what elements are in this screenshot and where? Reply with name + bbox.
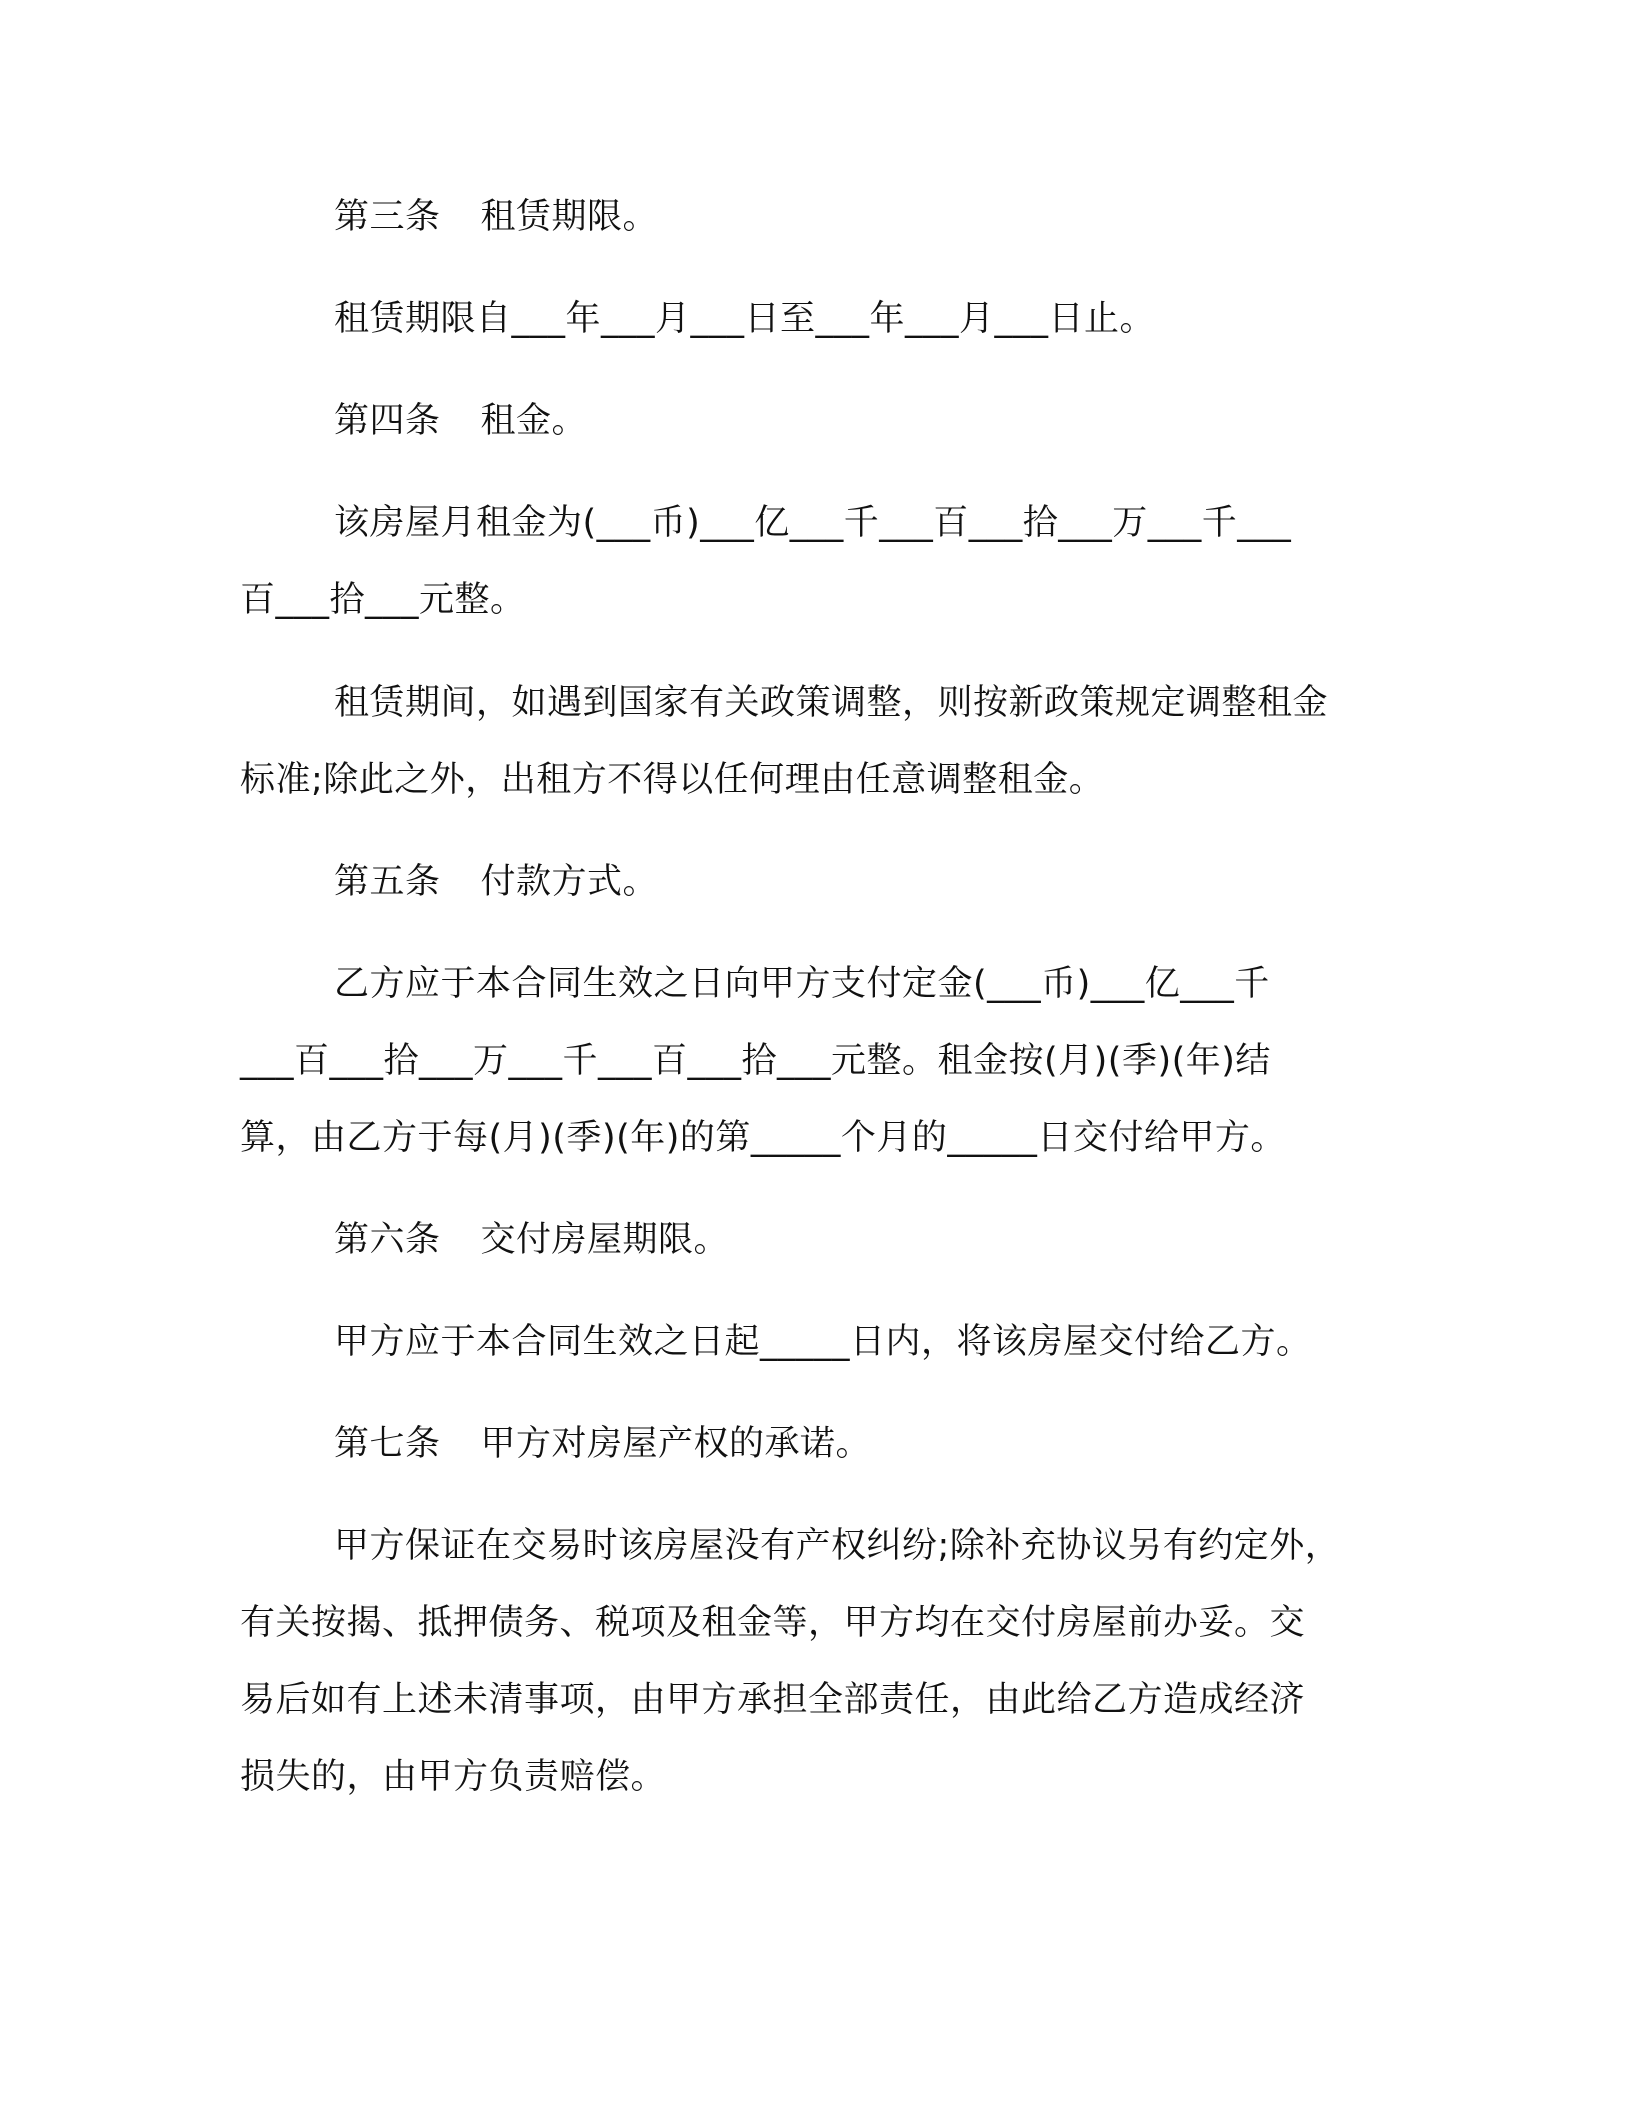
article-7-number: 第七条 [334, 1424, 441, 1464]
article-4-title: 租金。 [480, 401, 588, 441]
article-4-paragraph-2-line-2: 标准;除此之外，出租方不得以任何理由任意调整租金。 [240, 760, 1105, 800]
article-5-number: 第五条 [334, 862, 441, 902]
article-4-paragraph-2-line-1: 租赁期间，如遇到国家有关政策调整，则按新政策规定调整租金 [334, 683, 1329, 723]
article-5-title: 付款方式。 [480, 862, 659, 902]
article-7-paragraph-line-4: 损失的，由甲方负责赔偿。 [240, 1757, 667, 1797]
article-5-paragraph-line-1: 乙方应于本合同生效之日向甲方支付定金(___币)___亿___千 [334, 964, 1270, 1004]
article-7-heading [334, 1422, 871, 1466]
article-7-paragraph-line-3: 易后如有上述未清事项，由甲方承担全部责任，由此给乙方造成经济 [240, 1680, 1306, 1720]
article-5-heading [334, 860, 658, 904]
article-5-paragraph-line-3: 算，由乙方于每(月)(季)(年)的第_____个月的_____日交付给甲方。 [240, 1118, 1286, 1158]
article-7-title: 甲方对房屋产权的承诺。 [480, 1424, 872, 1464]
article-7-paragraph-line-2: 有关按揭、抵押债务、税项及租金等，甲方均在交付房屋前办妥。交 [240, 1603, 1306, 1643]
article-6-paragraph: 甲方应于本合同生效之日起_____日内，将该房屋交付给乙方。 [334, 1322, 1312, 1362]
article-6-number: 第六条 [334, 1220, 441, 1260]
article-3-title: 租赁期限。 [480, 197, 659, 237]
article-3-number: 第三条 [334, 197, 441, 237]
article-3-heading [334, 195, 658, 239]
article-7-paragraph-line-1: 甲方保证在交易时该房屋没有产权纠纷;除补充协议另有约定外， [334, 1526, 1341, 1566]
article-4-paragraph-1-line-2: 百___拾___元整。 [240, 580, 526, 620]
article-4-number: 第四条 [334, 401, 441, 441]
article-5-paragraph-line-2: ___百___拾___万___千___百___拾___元整。租金按(月)(季)(年)结 [240, 1041, 1271, 1081]
article-4-heading [334, 399, 587, 443]
article-6-title: 交付房屋期限。 [480, 1220, 730, 1260]
article-6-heading [334, 1218, 729, 1262]
article-4-paragraph-1-line-1: 该房屋月租金为(___币)___亿___千___百___拾___万___千___ [334, 503, 1292, 543]
article-3-paragraph: 租赁期限自___年___月___日至___年___月___日止。 [334, 299, 1156, 339]
